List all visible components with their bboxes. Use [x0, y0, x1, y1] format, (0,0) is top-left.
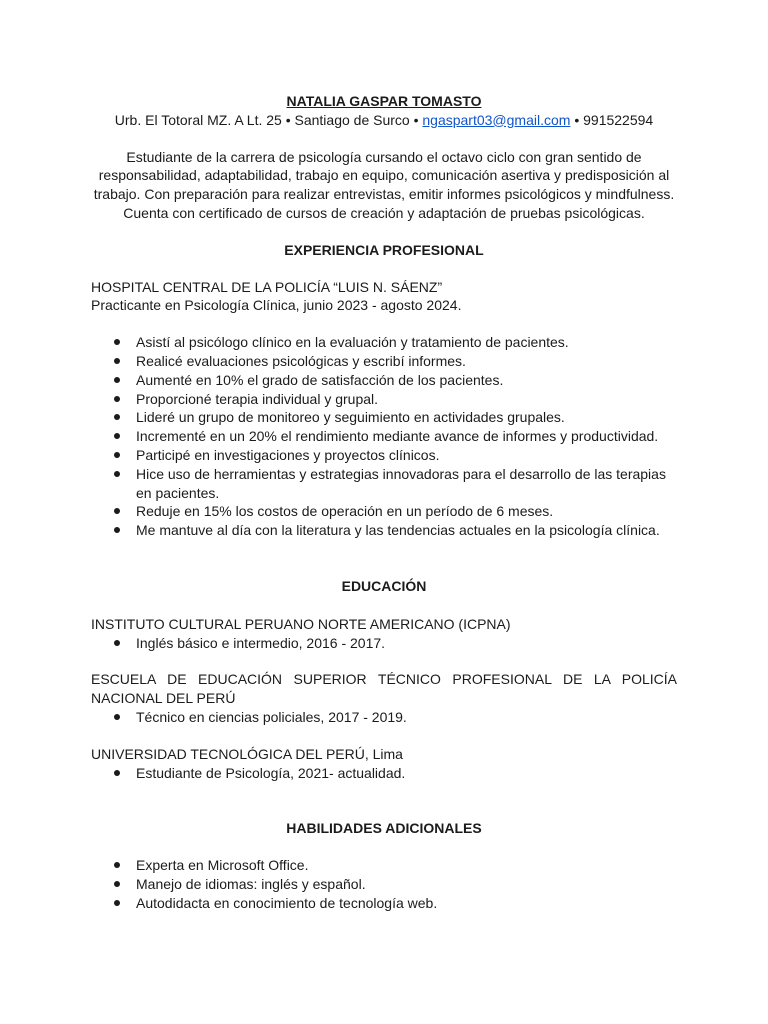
experience-bullet-list: [91, 333, 677, 540]
skills-bullet-list: [91, 856, 677, 912]
list-item: Manejo de idiomas: inglés y español.: [91, 875, 677, 894]
candidate-name: NATALIA GASPAR TOMASTO: [286, 93, 482, 109]
skills-section-title: HABILIDADES ADICIONALES: [286, 820, 482, 837]
experience-section-title: EXPERIENCIA PROFESIONAL: [284, 241, 484, 258]
contact-line: [91, 111, 677, 130]
experience-role: Practicante en Psicología Clínica, junio 2023 - agosto 2024.: [91, 297, 462, 314]
list-item: Me mantuve al día con la literatura y las tendencias actuales en la psicología clínica.: [91, 521, 677, 540]
list-item: Participé en investigaciones y proyectos clínicos.: [91, 446, 677, 465]
list-item: Inglés básico e intermedio, 2016 - 2017.: [91, 634, 677, 653]
phone-text: • 991522594: [570, 111, 654, 128]
list-item: Autodidacta en conocimiento de tecnología web.: [91, 894, 677, 913]
list-item: Estudiante de Psicología, 2021- actualidad.: [91, 764, 677, 783]
list-item: Incrementé en un 20% el rendimiento mediante avance de informes y productividad.: [91, 427, 677, 446]
resume-page: [91, 92, 677, 913]
list-item: Técnico en ciencias policiales, 2017 - 2019.: [91, 708, 677, 727]
education-institution: UNIVERSIDAD TECNOLÓGICA DEL PERÚ, Lima: [91, 745, 403, 762]
address-text: Urb. El Totoral MZ. A Lt. 25 • Santiago de Surco •: [114, 111, 423, 128]
list-item: Asistí al psicólogo clínico en la evaluación y tratamiento de pacientes.: [91, 333, 677, 352]
experience-employer: HOSPITAL CENTRAL DE LA POLICÍA “LUIS N. SÁENZ”: [91, 278, 443, 295]
list-item: Lideré un grupo de monitoreo y seguimiento en actividades grupales.: [91, 408, 677, 427]
education-detail-list: [91, 634, 677, 653]
education-section-title: EDUCACIÓN: [341, 577, 427, 594]
email-link[interactable]: ngaspart03@gmail.com: [422, 111, 571, 128]
list-item: Aumenté en 10% el grado de satisfacción de los pacientes.: [91, 371, 677, 390]
profile-summary: Estudiante de la carrera de psicología cursando el octavo ciclo con gran sentido de responsabilidad, adaptabilidad, trabajo en equipo, comunicación asertiva y predisposición al trabajo. Con preparación para realizar entrevistas, emitir informes psicológicos y mindfulness. Cuenta con certificado de cursos de creación y adaptación de pruebas psicológicas.: [93, 148, 675, 221]
list-item: Reduje en 15% los costos de operación en un período de 6 meses.: [91, 502, 677, 521]
list-item: Experta en Microsoft Office.: [91, 856, 677, 875]
list-item: Hice uso de herramientas y estrategias innovadoras para el desarrollo de las terapias en pacientes.: [91, 465, 677, 503]
education-detail-list: [91, 764, 677, 783]
education-institution: ESCUELA DE EDUCACIÓN SUPERIOR TÉCNICO PROFESIONAL DE LA POLICÍA NACIONAL DEL PERÚ: [91, 671, 677, 707]
education-detail-list: [91, 708, 677, 727]
list-item: Realicé evaluaciones psicológicas y escribí informes.: [91, 352, 677, 371]
education-institution: INSTITUTO CULTURAL PERUANO NORTE AMERICANO (ICPNA): [91, 615, 511, 632]
list-item: Proporcioné terapia individual y grupal.: [91, 390, 677, 409]
